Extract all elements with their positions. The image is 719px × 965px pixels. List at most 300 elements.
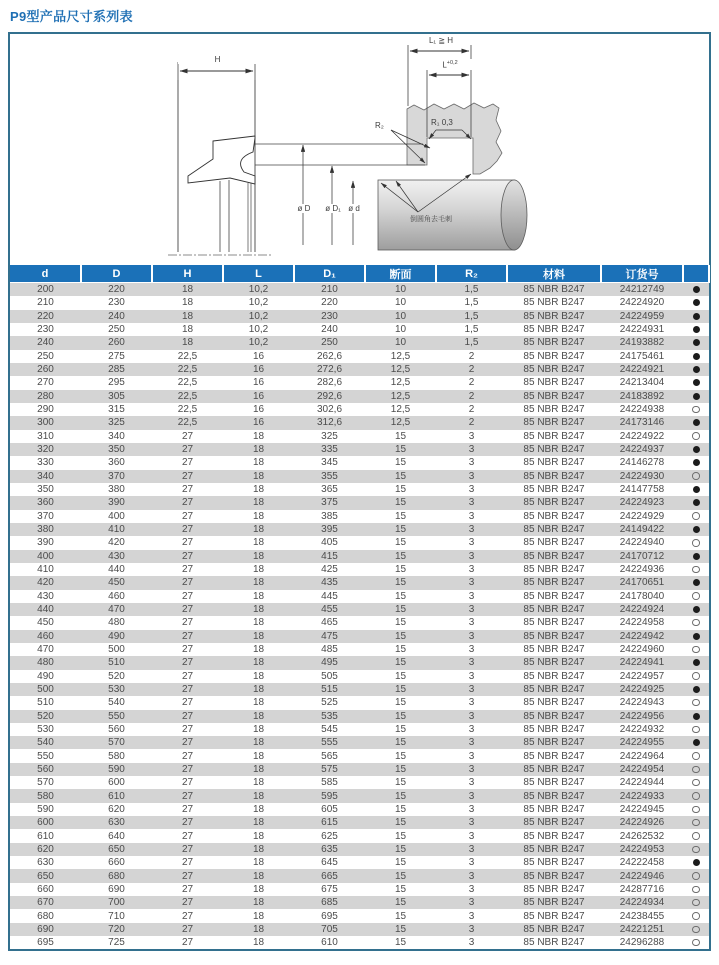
cell-L: 16 (252, 390, 265, 402)
cell-R2: 3 (468, 737, 475, 749)
table-row (10, 723, 709, 736)
cell-R2: 3 (468, 670, 475, 682)
cell-section: 15 (394, 644, 407, 656)
cell-R2: 1,5 (464, 297, 479, 309)
cell-D: 700 (108, 897, 125, 909)
cell-d: 680 (37, 910, 54, 922)
cell-H: 22,5 (177, 377, 198, 389)
cell-order-number: 24224938 (619, 404, 665, 416)
cell-order-number: 24175461 (619, 350, 665, 362)
cell-D: 275 (108, 350, 125, 362)
cell-R2: 3 (468, 777, 475, 789)
cell-d: 620 (37, 843, 54, 855)
cell-order-number: 24224934 (619, 897, 665, 909)
cell-section: 15 (394, 723, 407, 735)
cell-D1: 395 (321, 524, 338, 536)
cell-material: 85 NBR B247 (523, 710, 585, 722)
cell-L: 18 (252, 684, 265, 695)
cell-order-number: 24224944 (619, 777, 665, 789)
cell-section: 15 (394, 470, 407, 482)
h-dimension-label: H (178, 55, 257, 64)
cell-D1: 555 (321, 737, 338, 749)
cell-L: 10,2 (248, 324, 269, 336)
cell-H: 27 (181, 564, 194, 576)
cell-availability (683, 869, 709, 882)
cell-section: 15 (394, 750, 407, 762)
table-row (10, 296, 709, 309)
cell-order-number: 24296288 (619, 937, 665, 949)
availability-dot-icon (692, 899, 700, 907)
availability-dot-icon (693, 459, 700, 466)
cell-R2: 3 (468, 817, 475, 829)
cell-D1: 210 (321, 284, 338, 296)
cell-material: 85 NBR B247 (523, 750, 585, 762)
availability-dot-icon (692, 592, 700, 600)
cell-order-number: 24224931 (619, 324, 665, 336)
table-row (10, 470, 709, 483)
cell-L: 18 (252, 484, 265, 496)
cell-order-number: 24224932 (619, 723, 665, 735)
cell-R2: 2 (468, 390, 475, 402)
cell-D1: 610 (321, 937, 338, 949)
cell-availability (683, 749, 709, 762)
table-row (10, 536, 709, 549)
cell-availability (683, 430, 709, 443)
cell-section: 10 (394, 284, 407, 296)
cell-L: 18 (252, 723, 265, 735)
cell-order-number: 24224941 (619, 657, 665, 669)
cell-section: 12,5 (390, 404, 411, 416)
cell-order-number: 24224926 (619, 817, 665, 829)
cell-H: 27 (181, 577, 194, 589)
cell-order-number: 24224929 (619, 510, 665, 522)
table-row (10, 843, 709, 856)
cell-R2: 1,5 (464, 284, 479, 296)
cell-L: 18 (252, 564, 265, 576)
cell-D1: 695 (321, 910, 338, 922)
cell-R2: 3 (468, 684, 475, 695)
cell-R2: 3 (468, 537, 475, 549)
cell-section: 15 (394, 830, 407, 842)
cell-H: 27 (181, 537, 194, 549)
cell-D1: 425 (321, 564, 338, 576)
cell-D: 610 (108, 790, 125, 802)
cell-section: 12,5 (390, 390, 411, 402)
table-row (10, 563, 709, 576)
cell-D: 240 (108, 310, 125, 322)
cell-availability (683, 776, 709, 789)
table-row (10, 376, 709, 389)
table-row (10, 616, 709, 629)
cell-R2: 2 (468, 364, 475, 376)
cell-availability (683, 763, 709, 776)
cell-D: 220 (108, 284, 125, 296)
cell-H: 27 (181, 697, 194, 709)
table-row (10, 510, 709, 523)
cell-material: 85 NBR B247 (523, 524, 585, 536)
cell-material: 85 NBR B247 (523, 644, 585, 656)
cell-availability (683, 403, 709, 416)
cell-L: 18 (252, 457, 265, 469)
cell-D1: 455 (321, 604, 338, 616)
cell-D: 600 (108, 777, 125, 789)
cell-section: 15 (394, 883, 407, 895)
cell-availability (683, 350, 709, 363)
cell-section: 15 (394, 444, 407, 456)
cell-R2: 3 (468, 644, 475, 656)
cell-L: 18 (252, 670, 265, 682)
cell-H: 27 (181, 910, 194, 922)
technical-drawing (10, 34, 709, 265)
cell-section: 15 (394, 710, 407, 722)
cell-D1: 465 (321, 617, 338, 629)
cell-section: 15 (394, 484, 407, 496)
cell-D1: 665 (321, 870, 338, 882)
cell-L: 18 (252, 510, 265, 522)
cell-H: 27 (181, 923, 194, 935)
cell-d: 520 (37, 710, 54, 722)
cell-d: 570 (37, 777, 54, 789)
cell-H: 22,5 (177, 404, 198, 416)
column-header: 断面 (365, 265, 436, 283)
cell-d: 590 (37, 803, 54, 815)
table-row (10, 456, 709, 469)
availability-dot-icon (693, 393, 700, 400)
cell-R2: 3 (468, 763, 475, 775)
cell-material: 85 NBR B247 (523, 684, 585, 695)
availability-dot-icon (692, 699, 700, 707)
availability-dot-icon (692, 539, 700, 547)
cell-availability (683, 416, 709, 429)
cell-d: 400 (37, 550, 54, 562)
cell-material: 85 NBR B247 (523, 377, 585, 389)
table-row (10, 763, 709, 776)
outer-diameter-label: ø D (290, 204, 318, 213)
cell-section: 15 (394, 630, 407, 642)
cell-L: 18 (252, 524, 265, 536)
availability-dot-icon (693, 486, 700, 493)
cell-order-number: 24224925 (619, 684, 665, 695)
cell-material: 85 NBR B247 (523, 537, 585, 549)
cell-R2: 3 (468, 604, 475, 616)
cell-material: 85 NBR B247 (523, 763, 585, 775)
availability-dot-icon (692, 832, 700, 840)
cell-H: 27 (181, 457, 194, 469)
availability-dot-icon (692, 472, 700, 480)
table-row (10, 483, 709, 496)
cell-d: 380 (37, 524, 54, 536)
table-row (10, 923, 709, 936)
cell-R2: 1,5 (464, 337, 479, 349)
cell-section: 12,5 (390, 417, 411, 429)
cell-d: 650 (37, 870, 54, 882)
cell-availability (683, 616, 709, 629)
cell-R2: 3 (468, 803, 475, 815)
cell-material: 85 NBR B247 (523, 870, 585, 882)
cell-section: 12,5 (390, 364, 411, 376)
cell-d: 450 (37, 617, 54, 629)
cell-R2: 3 (468, 910, 475, 922)
table-row (10, 803, 709, 816)
availability-dot-icon (692, 672, 700, 680)
cell-D1: 250 (321, 337, 338, 349)
cell-D1: 525 (321, 697, 338, 709)
inner-diameter-label: ø D₁ (317, 204, 349, 213)
cell-R2: 3 (468, 484, 475, 496)
cell-d: 250 (37, 350, 54, 362)
cell-d: 300 (37, 417, 54, 429)
availability-dot-icon (692, 819, 700, 827)
cell-L: 18 (252, 870, 265, 882)
cell-D: 500 (108, 644, 125, 656)
cell-R2: 3 (468, 577, 475, 589)
cell-material: 85 NBR B247 (523, 470, 585, 482)
cell-order-number: 24224943 (619, 697, 665, 709)
cell-material: 85 NBR B247 (523, 564, 585, 576)
table-row (10, 283, 709, 297)
cell-material: 85 NBR B247 (523, 577, 585, 589)
cell-material: 85 NBR B247 (523, 617, 585, 629)
cell-L: 16 (252, 377, 265, 389)
cell-availability (683, 843, 709, 856)
cell-order-number: 24224957 (619, 670, 665, 682)
cell-material: 85 NBR B247 (523, 497, 585, 509)
cell-availability (683, 630, 709, 643)
cell-D1: 240 (321, 324, 338, 336)
cell-D: 305 (108, 390, 125, 402)
cell-D: 250 (108, 324, 125, 336)
cell-H: 18 (181, 324, 194, 336)
table-row (10, 896, 709, 909)
cell-D: 480 (108, 617, 125, 629)
cell-H: 22,5 (177, 364, 198, 376)
cell-R2: 3 (468, 697, 475, 709)
cell-R2: 3 (468, 790, 475, 802)
r1-radius-label: R₁ 0,3 (431, 118, 453, 127)
cell-availability (683, 736, 709, 749)
cell-D1: 585 (321, 777, 338, 789)
cell-H: 27 (181, 670, 194, 682)
cell-H: 27 (181, 510, 194, 522)
cell-D: 590 (108, 763, 125, 775)
cell-material: 85 NBR B247 (523, 404, 585, 416)
cell-d: 220 (37, 310, 54, 322)
cell-D: 295 (108, 377, 125, 389)
table-row (10, 749, 709, 762)
table-row (10, 936, 709, 949)
cell-availability (683, 336, 709, 349)
cell-d: 200 (37, 284, 54, 296)
cell-section: 15 (394, 430, 407, 442)
cell-D: 420 (108, 537, 125, 549)
cell-D1: 272,6 (316, 364, 343, 376)
cell-section: 10 (394, 324, 407, 336)
cell-D1: 515 (321, 684, 338, 695)
cell-L: 18 (252, 843, 265, 855)
cell-H: 27 (181, 843, 194, 855)
cell-D1: 575 (321, 763, 338, 775)
cell-L: 18 (252, 817, 265, 829)
cell-section: 15 (394, 497, 407, 509)
cell-material: 85 NBR B247 (523, 484, 585, 496)
availability-dot-icon (693, 379, 700, 386)
cell-D: 690 (108, 883, 125, 895)
cell-order-number: 24173146 (619, 417, 665, 429)
availability-dot-icon (693, 686, 700, 693)
cell-R2: 2 (468, 417, 475, 429)
cell-D1: 505 (321, 670, 338, 682)
cell-section: 15 (394, 937, 407, 949)
cell-D: 360 (108, 457, 125, 469)
availability-dot-icon (693, 313, 700, 320)
cell-availability (683, 376, 709, 389)
cell-order-number: 24287716 (619, 883, 665, 895)
cell-order-number: 24224959 (619, 310, 665, 322)
cell-section: 12,5 (390, 377, 411, 389)
cell-D: 230 (108, 297, 125, 309)
cell-H: 27 (181, 444, 194, 456)
cell-material: 85 NBR B247 (523, 830, 585, 842)
cell-d: 560 (37, 763, 54, 775)
availability-dot-icon (693, 526, 700, 533)
cell-D: 660 (108, 857, 125, 869)
cell-D1: 375 (321, 497, 338, 509)
cell-H: 27 (181, 657, 194, 669)
cell-L: 10,2 (248, 284, 269, 296)
cell-availability (683, 670, 709, 683)
cell-H: 27 (181, 470, 194, 482)
cell-order-number: 24262532 (619, 830, 665, 842)
cell-order-number: 24224954 (619, 763, 665, 775)
column-header: 订货号 (601, 265, 683, 283)
cell-D1: 355 (321, 470, 338, 482)
cell-availability (683, 443, 709, 456)
cell-d: 695 (37, 937, 54, 949)
cell-order-number: 24224953 (619, 843, 665, 855)
column-header: D₁ (294, 265, 365, 283)
cell-d: 530 (37, 723, 54, 735)
table-row (10, 336, 709, 349)
cell-order-number: 24224930 (619, 470, 665, 482)
cell-D: 540 (108, 697, 125, 709)
cell-section: 15 (394, 577, 407, 589)
availability-dot-icon (692, 872, 700, 880)
cell-order-number: 24170712 (619, 550, 665, 562)
cell-section: 15 (394, 910, 407, 922)
cell-d: 420 (37, 577, 54, 589)
column-header: d (10, 265, 81, 283)
cell-D: 380 (108, 484, 125, 496)
cell-section: 15 (394, 897, 407, 909)
cell-D1: 495 (321, 657, 338, 669)
cell-order-number: 24222458 (619, 857, 665, 869)
table-row (10, 909, 709, 922)
cell-R2: 3 (468, 444, 475, 456)
cell-L: 18 (252, 444, 265, 456)
cell-order-number: 24224946 (619, 870, 665, 882)
availability-dot-icon (693, 446, 700, 453)
cell-section: 15 (394, 590, 407, 602)
cell-availability (683, 856, 709, 869)
table-row (10, 576, 709, 589)
cell-H: 27 (181, 883, 194, 895)
l1-dimension-label: L₁ ≧ H (400, 36, 482, 45)
cell-material: 85 NBR B247 (523, 697, 585, 709)
cell-H: 18 (181, 337, 194, 349)
deburr-note-label: 倒圆角去毛刺 (410, 216, 452, 223)
cell-material: 85 NBR B247 (523, 390, 585, 402)
cell-H: 27 (181, 617, 194, 629)
availability-dot-icon (692, 566, 700, 574)
table-row (10, 416, 709, 429)
cell-H: 27 (181, 524, 194, 536)
cell-material: 85 NBR B247 (523, 817, 585, 829)
cell-d: 630 (37, 857, 54, 869)
availability-dot-icon (693, 299, 700, 306)
cell-D: 650 (108, 843, 125, 855)
cell-R2: 3 (468, 550, 475, 562)
dimension-table (10, 265, 710, 949)
cell-d: 490 (37, 670, 54, 682)
cell-section: 15 (394, 697, 407, 709)
cell-D: 720 (108, 923, 125, 935)
cell-section: 15 (394, 763, 407, 775)
availability-dot-icon (693, 353, 700, 360)
cell-L: 18 (252, 790, 265, 802)
cell-H: 22,5 (177, 417, 198, 429)
cell-L: 18 (252, 497, 265, 509)
cell-d: 440 (37, 604, 54, 616)
cell-availability (683, 390, 709, 403)
cell-section: 15 (394, 604, 407, 616)
cell-order-number: 24224924 (619, 604, 665, 616)
cell-D1: 262,6 (316, 350, 343, 362)
table-row (10, 710, 709, 723)
cell-H: 27 (181, 937, 194, 949)
cell-availability (683, 656, 709, 669)
cell-availability (683, 510, 709, 523)
cell-D: 470 (108, 604, 125, 616)
cell-D: 640 (108, 830, 125, 842)
table-row (10, 856, 709, 869)
cell-d: 370 (37, 510, 54, 522)
cell-order-number: 24212749 (619, 284, 665, 296)
availability-dot-icon (693, 579, 700, 586)
table-row (10, 869, 709, 882)
table-row (10, 696, 709, 709)
cell-R2: 3 (468, 843, 475, 855)
cell-material: 85 NBR B247 (523, 457, 585, 469)
cell-H: 27 (181, 644, 194, 656)
cell-L: 18 (252, 617, 265, 629)
cell-d: 230 (37, 324, 54, 336)
cell-D: 440 (108, 564, 125, 576)
cell-L: 18 (252, 830, 265, 842)
cell-availability (683, 483, 709, 496)
cell-d: 690 (37, 923, 54, 935)
cell-d: 600 (37, 817, 54, 829)
cell-availability (683, 470, 709, 483)
cell-R2: 3 (468, 510, 475, 522)
cell-L: 18 (252, 923, 265, 935)
cell-material: 85 NBR B247 (523, 670, 585, 682)
cell-availability (683, 310, 709, 323)
cell-section: 15 (394, 657, 407, 669)
cell-R2: 2 (468, 350, 475, 362)
cell-availability (683, 803, 709, 816)
availability-dot-icon (693, 366, 700, 373)
cell-L: 18 (252, 857, 265, 869)
